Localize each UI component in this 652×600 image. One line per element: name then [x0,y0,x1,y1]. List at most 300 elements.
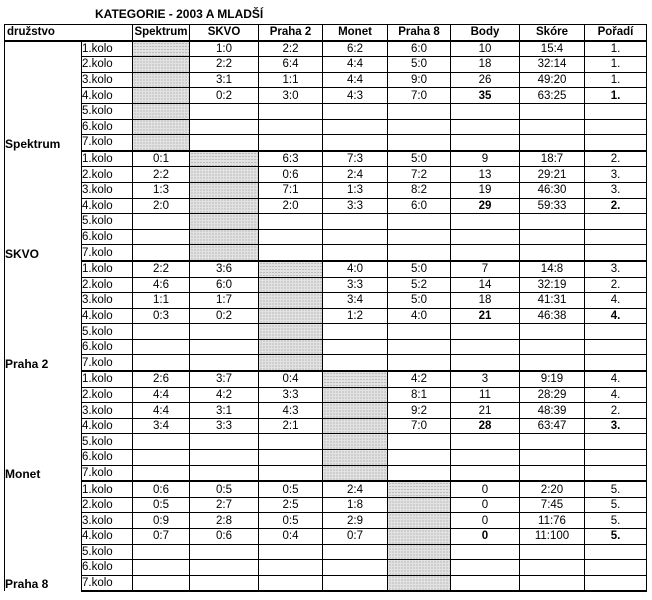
rank-cell [585,465,647,481]
result-cell [323,103,388,119]
score-cell: 15:4 [520,41,585,57]
result-cell: 5:0 [388,261,451,277]
rank-cell [585,214,647,230]
result-cell: 9:0 [388,72,451,88]
points-cell: 0 [451,513,520,529]
score-cell: 29:21 [520,167,585,183]
points-cell: 3 [451,371,520,387]
score-cell: 9:19 [520,371,585,387]
result-cell: 4:3 [323,88,388,104]
points-cell: 28 [451,418,520,434]
rank-cell: 5. [585,481,647,497]
result-cell [259,450,323,466]
rank-cell: 5. [585,529,647,545]
self-match-cell [190,182,259,198]
score-cell [520,465,585,481]
table-row [5,151,647,167]
result-cell: 2:1 [259,418,323,434]
result-cell [259,245,323,261]
table-row [5,560,647,576]
result-cell [190,575,259,591]
result-cell: 5:2 [388,277,451,293]
self-match-cell [133,72,190,88]
results-table [4,24,647,592]
result-cell [388,324,451,340]
round-label: 3.kolo [82,403,133,419]
result-cell: 1:0 [190,41,259,57]
points-cell [451,135,520,151]
round-label: 1.kolo [82,371,133,387]
result-cell: 4:4 [133,387,190,403]
result-cell: 0:6 [133,481,190,497]
table-row [5,88,647,104]
score-cell: 46:38 [520,308,585,324]
result-cell: 6:0 [388,198,451,214]
points-cell [451,575,520,591]
result-cell: 3:1 [190,403,259,419]
score-cell: 49:20 [520,72,585,88]
score-cell [520,575,585,591]
result-cell [323,214,388,230]
result-cell: 8:1 [388,387,451,403]
result-cell: 3:4 [323,293,388,309]
rank-cell: 1. [585,72,647,88]
round-label: 7.kolo [82,135,133,151]
table-row [5,387,647,403]
result-cell [190,339,259,355]
result-cell: 3:0 [259,88,323,104]
result-cell: 0:9 [133,513,190,529]
points-cell [451,214,520,230]
result-cell [133,339,190,355]
rank-cell [585,119,647,135]
table-row [5,57,647,73]
result-cell [323,135,388,151]
table-row [5,575,647,591]
result-cell [259,103,323,119]
result-cell [259,544,323,560]
result-cell [190,465,259,481]
result-cell [133,214,190,230]
result-cell: 2:0 [259,198,323,214]
result-cell: 5:0 [388,293,451,309]
result-cell [133,465,190,481]
rank-cell: 4. [585,293,647,309]
round-label: 4.kolo [82,418,133,434]
points-cell: 21 [451,403,520,419]
result-cell [190,324,259,340]
result-cell: 5:0 [388,151,451,167]
page-title: KATEGORIE - 2003 A MLADŠÍ [95,7,264,21]
result-cell [388,339,451,355]
rank-cell: 1. [585,88,647,104]
score-cell: 18:7 [520,151,585,167]
round-label: 6.kolo [82,560,133,576]
self-match-cell [388,529,451,545]
result-cell [133,450,190,466]
result-cell [388,465,451,481]
result-cell: 4:3 [259,403,323,419]
score-cell [520,434,585,450]
result-cell: 0:4 [259,529,323,545]
self-match-cell [133,57,190,73]
result-cell: 4:4 [323,57,388,73]
result-cell: 2:2 [133,261,190,277]
result-cell: 6:3 [259,151,323,167]
result-cell: 2:2 [190,57,259,73]
result-cell [323,575,388,591]
round-label: 1.kolo [82,41,133,57]
rank-cell: 2. [585,277,647,293]
rank-cell [585,560,647,576]
self-match-cell [190,245,259,261]
points-cell [451,544,520,560]
points-cell: 21 [451,308,520,324]
round-label: 2.kolo [82,277,133,293]
result-cell: 2:5 [259,497,323,513]
score-cell: 11:76 [520,513,585,529]
round-label: 1.kolo [82,481,133,497]
self-match-cell [259,339,323,355]
result-cell: 4:4 [133,403,190,419]
points-cell [451,465,520,481]
self-match-cell [388,513,451,529]
result-cell: 7:2 [388,167,451,183]
header-opponent: SKVO [190,25,259,41]
round-label: 3.kolo [82,182,133,198]
result-cell: 2:4 [323,167,388,183]
result-cell [388,214,451,230]
result-cell: 1:7 [190,293,259,309]
result-cell: 3:3 [323,277,388,293]
self-match-cell [133,119,190,135]
result-cell: 8:2 [388,182,451,198]
result-cell: 9:2 [388,403,451,419]
rank-cell [585,575,647,591]
score-cell: 11:100 [520,529,585,545]
result-cell [388,135,451,151]
points-cell: 11 [451,387,520,403]
round-label: 4.kolo [82,88,133,104]
table-row [5,214,647,230]
result-cell: 3:7 [190,371,259,387]
rank-cell: 5. [585,497,647,513]
result-cell: 2:9 [323,513,388,529]
round-label: 3.kolo [82,293,133,309]
self-match-cell [133,88,190,104]
result-cell: 4:2 [388,371,451,387]
result-cell: 3:3 [259,387,323,403]
score-cell: 28:29 [520,387,585,403]
round-label: 2.kolo [82,387,133,403]
result-cell: 0:6 [190,529,259,545]
rank-cell: 5. [585,513,647,529]
header-points: Body [451,25,520,41]
score-cell [520,324,585,340]
score-cell: 14:8 [520,261,585,277]
self-match-cell [259,277,323,293]
result-cell: 1:3 [323,182,388,198]
result-cell: 4:2 [190,387,259,403]
round-label: 3.kolo [82,513,133,529]
rank-cell [585,103,647,119]
round-label: 4.kolo [82,308,133,324]
result-cell [259,434,323,450]
table-row [5,103,647,119]
result-cell [133,575,190,591]
score-cell: 46:30 [520,182,585,198]
result-cell [388,450,451,466]
points-cell [451,434,520,450]
table-row [5,355,647,371]
points-cell [451,355,520,371]
self-match-cell [388,575,451,591]
result-cell: 0:1 [133,151,190,167]
result-cell [388,355,451,371]
result-cell [323,339,388,355]
result-cell [190,544,259,560]
result-cell [388,434,451,450]
table-row [5,513,647,529]
rank-cell: 2. [585,151,647,167]
rank-cell: 1. [585,41,647,57]
round-label: 7.kolo [82,245,133,261]
score-cell [520,560,585,576]
result-cell [388,245,451,261]
header-row [5,25,647,41]
result-cell: 4:0 [388,308,451,324]
round-label: 4.kolo [82,198,133,214]
result-cell [388,229,451,245]
score-cell: 63:25 [520,88,585,104]
result-cell [323,119,388,135]
result-cell [259,560,323,576]
team-name: Praha 8 [5,481,82,591]
result-cell: 6:2 [323,41,388,57]
table-row [5,544,647,560]
self-match-cell [133,41,190,57]
rank-cell: 2. [585,403,647,419]
self-match-cell [323,371,388,387]
result-cell: 2:7 [190,497,259,513]
table-row [5,324,647,340]
points-cell: 19 [451,182,520,198]
round-label: 5.kolo [82,214,133,230]
result-cell: 4:0 [323,261,388,277]
result-cell [388,119,451,135]
score-cell: 32:14 [520,57,585,73]
results-body [5,41,647,592]
rank-cell: 3. [585,167,647,183]
header-round [82,25,133,41]
result-cell: 4:4 [323,72,388,88]
result-cell [190,434,259,450]
score-cell [520,450,585,466]
points-cell [451,450,520,466]
result-cell [259,229,323,245]
self-match-cell [133,135,190,151]
self-match-cell [388,544,451,560]
self-match-cell [190,214,259,230]
round-label: 5.kolo [82,544,133,560]
team-name: Spektrum [5,41,82,151]
table-row [5,245,647,261]
result-cell: 0:6 [259,167,323,183]
header-opponent: Spektrum [133,25,190,41]
table-row [5,529,647,545]
rank-cell: 2. [585,198,647,214]
score-cell [520,544,585,560]
self-match-cell [259,324,323,340]
result-cell: 3:3 [323,198,388,214]
result-cell: 5:0 [388,57,451,73]
rank-cell: 3. [585,182,647,198]
result-cell [190,135,259,151]
result-cell: 2:2 [133,167,190,183]
points-cell: 13 [451,167,520,183]
rank-cell [585,450,647,466]
round-label: 5.kolo [82,434,133,450]
rank-cell [585,324,647,340]
header-opponent: Praha 2 [259,25,323,41]
rank-cell: 4. [585,308,647,324]
rank-cell [585,544,647,560]
table-row [5,41,647,57]
table-row [5,293,647,309]
table-row [5,434,647,450]
score-cell [520,135,585,151]
round-label: 4.kolo [82,529,133,545]
result-cell [259,214,323,230]
score-cell: 32:19 [520,277,585,293]
points-cell: 0 [451,529,520,545]
self-match-cell [259,308,323,324]
result-cell: 1:1 [259,72,323,88]
round-label: 3.kolo [82,72,133,88]
table-row [5,198,647,214]
rank-cell: 1. [585,57,647,73]
result-cell: 7:0 [388,88,451,104]
score-cell [520,214,585,230]
result-cell [323,560,388,576]
score-cell [520,355,585,371]
table-row [5,261,647,277]
result-cell: 4:6 [133,277,190,293]
points-cell [451,103,520,119]
result-cell [388,103,451,119]
rank-cell [585,434,647,450]
round-label: 1.kolo [82,151,133,167]
points-cell: 0 [451,497,520,513]
result-cell [190,103,259,119]
points-cell: 29 [451,198,520,214]
table-row [5,182,647,198]
result-cell: 2:0 [133,198,190,214]
result-cell [259,465,323,481]
self-match-cell [323,450,388,466]
points-cell: 14 [451,277,520,293]
score-cell: 59:33 [520,198,585,214]
result-cell: 0:5 [259,481,323,497]
points-cell [451,229,520,245]
points-cell: 35 [451,88,520,104]
points-cell [451,560,520,576]
result-cell [190,560,259,576]
result-cell: 2:8 [190,513,259,529]
result-cell [133,355,190,371]
points-cell: 10 [451,41,520,57]
result-cell [133,434,190,450]
round-label: 6.kolo [82,450,133,466]
result-cell: 0:5 [259,513,323,529]
score-cell [520,229,585,245]
table-row [5,119,647,135]
result-cell: 2:4 [323,481,388,497]
result-cell: 1:3 [133,182,190,198]
header-rank: Pořadí [585,25,647,41]
header-opponent: Praha 8 [388,25,451,41]
header-opponent: Monet [323,25,388,41]
points-cell: 0 [451,481,520,497]
table-row [5,167,647,183]
result-cell [133,245,190,261]
result-cell [133,560,190,576]
rank-cell: 4. [585,371,647,387]
result-cell: 7:0 [388,418,451,434]
rank-cell: 4. [585,387,647,403]
result-cell [190,355,259,371]
self-match-cell [259,355,323,371]
result-cell: 7:1 [259,182,323,198]
result-cell: 7:3 [323,151,388,167]
result-cell: 0:4 [259,371,323,387]
result-cell: 0:2 [190,308,259,324]
points-cell: 18 [451,57,520,73]
result-cell: 2:2 [259,41,323,57]
self-match-cell [259,261,323,277]
table-row [5,450,647,466]
result-cell [259,135,323,151]
score-cell [520,245,585,261]
points-cell: 9 [451,151,520,167]
result-cell [133,324,190,340]
result-cell: 0:5 [190,481,259,497]
round-label: 6.kolo [82,229,133,245]
table-row [5,371,647,387]
self-match-cell [323,434,388,450]
score-cell: 63:47 [520,418,585,434]
result-cell [323,355,388,371]
result-cell: 1:1 [133,293,190,309]
team-name: Monet [5,371,82,481]
self-match-cell [323,418,388,434]
table-row [5,403,647,419]
result-cell: 0:2 [190,88,259,104]
result-cell [133,229,190,245]
table-row [5,229,647,245]
round-label: 2.kolo [82,497,133,513]
rank-cell [585,339,647,355]
round-label: 6.kolo [82,119,133,135]
points-cell: 26 [451,72,520,88]
round-label: 2.kolo [82,167,133,183]
result-cell: 0:3 [133,308,190,324]
team-name: SKVO [5,151,82,261]
rank-cell: 3. [585,261,647,277]
points-cell [451,324,520,340]
round-label: 2.kolo [82,57,133,73]
self-match-cell [388,497,451,513]
